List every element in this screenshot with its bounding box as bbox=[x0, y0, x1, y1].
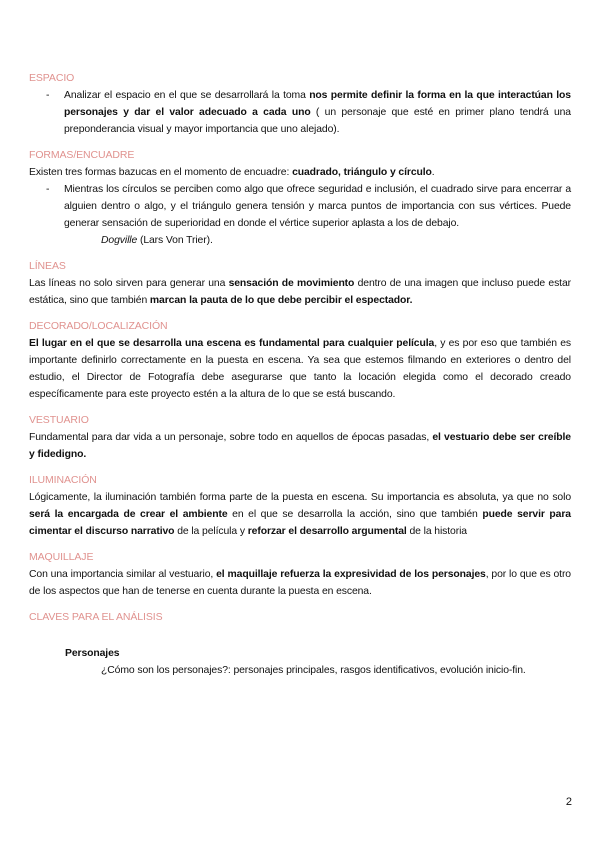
text-run: en el que se desarrolla la acción, sino que también bbox=[227, 509, 483, 520]
text-run: , por lo que es otro de los aspectos que han de tenerse en cuenta durante la puesta en escena. bbox=[29, 569, 571, 597]
paragraph bbox=[29, 429, 571, 463]
text-run: ( un personaje que esté en primer plano tendrá una preponderancia visual y mayor importancia que uno alejado). bbox=[64, 107, 571, 135]
section-heading: ILUMINACIÓN bbox=[29, 474, 97, 486]
section-heading: FORMAS/ENCUADRE bbox=[29, 149, 135, 161]
paragraph bbox=[29, 275, 571, 309]
page-number: 2 bbox=[565, 796, 572, 808]
section-claves bbox=[29, 609, 571, 679]
paragraph bbox=[29, 335, 571, 403]
spacer bbox=[29, 626, 571, 643]
section-heading: MAQUILLAJE bbox=[29, 551, 94, 563]
section-heading: ESPACIO bbox=[29, 72, 75, 84]
paragraph bbox=[29, 164, 571, 181]
section-lineas bbox=[29, 258, 571, 309]
bold-text: cuadrado, triángulo y círculo bbox=[292, 167, 432, 178]
text-run: de la película y bbox=[174, 526, 248, 537]
section-formas bbox=[29, 147, 571, 249]
bold-text: nos permite definir la forma en la que interactúan los personajes y dar el valor adecuado a cada uno bbox=[64, 90, 571, 118]
bullet-item bbox=[29, 87, 571, 138]
section-heading: LÍNEAS bbox=[29, 260, 66, 272]
text-run: Analizar el espacio en el que se desarrollará la toma bbox=[64, 90, 310, 101]
document-body bbox=[29, 70, 571, 688]
film-director: (Lars Von Trier). bbox=[137, 235, 213, 246]
bullet-dash: - bbox=[46, 184, 50, 195]
text-run: , y es por eso que también es importante definirlo correctamente en la puesta en escena. Ya sea que estemos filmando en exteriores o dentro del estudio, el Director de Fotografía debe asegurarse que tanto la locación elegida como el decorado creado específicamente para este proyecto estén a la altura de lo que se está buscando. bbox=[29, 338, 571, 400]
section-espacio bbox=[29, 70, 571, 138]
bold-text: marcan la pauta de lo que debe percibir el espectador. bbox=[149, 295, 413, 306]
bold-text: reforzar el desarrollo argumental bbox=[247, 526, 407, 537]
paragraph bbox=[29, 566, 571, 600]
section-heading: CLAVES PARA EL ANÁLISIS bbox=[29, 611, 163, 623]
section-heading: DECORADO/LOCALIZACIÓN bbox=[29, 320, 168, 332]
text-run: Fundamental para dar vida a un personaje, sobre todo en aquellos de épocas pasadas, bbox=[29, 432, 433, 443]
text-run: Las líneas no solo sirven para generar una bbox=[29, 278, 229, 289]
film-title: Dogville bbox=[101, 235, 138, 246]
text-run: Con una importancia similar al vestuario, bbox=[29, 569, 217, 580]
film-citation bbox=[29, 232, 571, 249]
paragraph bbox=[64, 87, 571, 138]
bold-text: sensación de movimiento bbox=[228, 278, 355, 289]
bullet-dash: - bbox=[46, 90, 50, 101]
section-vestuario bbox=[29, 412, 571, 463]
section-maquillaje bbox=[29, 549, 571, 600]
section-heading: VESTUARIO bbox=[29, 414, 89, 426]
text-run: Lógicamente, la iluminación también forma parte de la puesta en escena. Su importancia es absoluta, ya que no solo bbox=[29, 492, 571, 503]
text-run: Existen tres formas bazucas en el momento de encuadre: bbox=[29, 167, 293, 178]
text-run: . bbox=[431, 167, 435, 178]
bold-text: puede servir para cimentar el discurso narrativo bbox=[29, 509, 571, 537]
bold-text: el vestuario debe ser creíble y fidedigno. bbox=[29, 432, 571, 460]
section-iluminacion bbox=[29, 472, 571, 540]
bold-text: el maquillaje refuerza la expresividad de los personajes bbox=[216, 569, 486, 580]
bold-text: será la encargada de crear el ambiente bbox=[29, 509, 228, 520]
subsection-title: Personajes bbox=[65, 648, 120, 659]
paragraph bbox=[29, 489, 571, 540]
bullet-item bbox=[29, 181, 571, 232]
paragraph: Mientras los círculos se perciben como algo que ofrece seguridad e inclusión, el cuadrado sirve para encerrar a alguien dentro o algo, y el triángulo genera tensión y marca puntos de importancia con sus vértices. Puede generar sensación de superioridad en donde el vértice superior aplasta a los de debajo. bbox=[64, 184, 571, 229]
analysis-question: ¿Cómo son los personajes?: personajes principales, rasgos identificativos, evolución inicio-fin. bbox=[101, 665, 526, 676]
bold-text: El lugar en el que se desarrolla una escena es fundamental para cualquier película bbox=[29, 338, 435, 349]
text-run: de la historia bbox=[406, 526, 467, 537]
text-run: dentro de una imagen que incluso puede estar estática, sino que también bbox=[29, 278, 571, 306]
section-decorado bbox=[29, 318, 571, 403]
